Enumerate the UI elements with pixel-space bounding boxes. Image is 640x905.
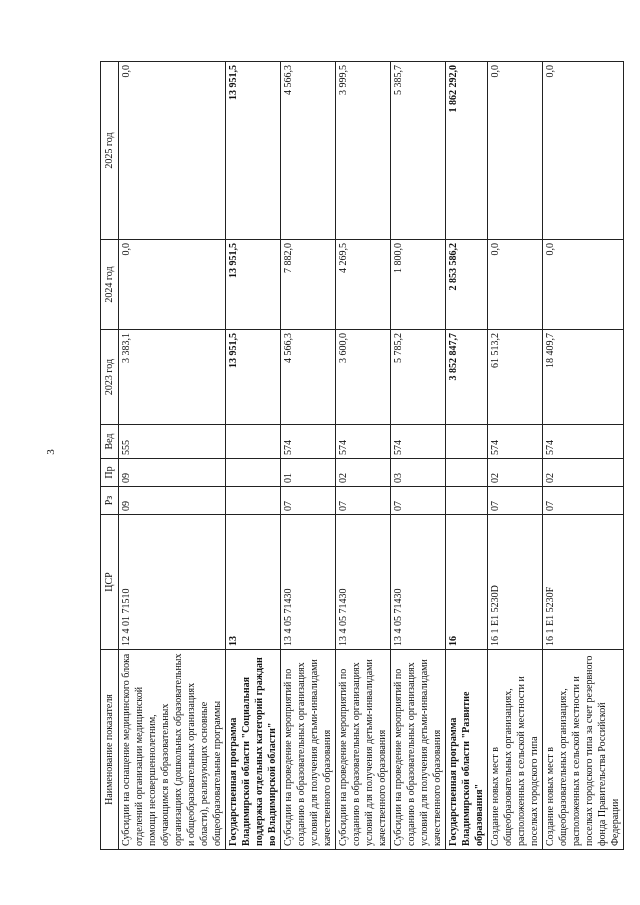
cell-2023: 61 513,2 — [488, 330, 543, 425]
cell-2023: 3 600,0 — [336, 330, 391, 425]
cell-rz: 07 — [391, 487, 446, 515]
cell-rz: 07 — [488, 487, 543, 515]
cell-pr: 01 — [281, 459, 336, 487]
cell-ved: 574 — [488, 425, 543, 459]
cell-2025: 3 999,5 — [336, 62, 391, 240]
cell-name: Государственная программа Владимирской области "Развитие образования" — [446, 650, 488, 850]
cell-2024: 1 800,0 — [391, 240, 446, 330]
cell-csr: 13 4 05 71430 — [336, 515, 391, 650]
cell-rz: 09 — [119, 487, 226, 515]
cell-rz: 07 — [281, 487, 336, 515]
cell-name: Субсидии на оснащение медицинского блока отделений организации медицинской помощи несовершеннолетним, обучающимся в образовательных организациях (дошкольных образовательных и общеобразовательных организациях области), реализующих основные общеобразовательные программы — [119, 650, 226, 850]
cell-2024: 0,0 — [119, 240, 226, 330]
cell-csr: 13 — [226, 515, 281, 650]
cell-2025: 4 566,3 — [281, 62, 336, 240]
cell-2024: 0,0 — [488, 240, 543, 330]
cell-name: Субсидии на проведение мероприятий по созданию в образовательных организациях условий для получения детьми-инвалидами качественного образования — [336, 650, 391, 850]
cell-rz: 07 — [336, 487, 391, 515]
table-header-row — [101, 62, 119, 850]
cell-pr: 03 — [391, 459, 446, 487]
cell-ved: 574 — [543, 425, 624, 459]
cell-ved — [226, 425, 281, 459]
header-csr: ЦСР — [101, 515, 119, 650]
cell-name: Создание новых мест в общеобразовательных организациях, расположенных в сельской местности и поселках городского типа за счет резервного фонда Правительства Российской Федерации — [543, 650, 624, 850]
cell-2025: 5 385,7 — [391, 62, 446, 240]
budget-table — [100, 61, 624, 850]
cell-rz — [226, 487, 281, 515]
cell-pr: 02 — [336, 459, 391, 487]
cell-2025: 13 951,5 — [226, 62, 281, 240]
cell-pr: 02 — [543, 459, 624, 487]
cell-2024: 2 853 586,2 — [446, 240, 488, 330]
table-row — [119, 62, 226, 850]
header-name: Наименование показателя — [101, 650, 119, 850]
header-pr: Пр — [101, 459, 119, 487]
cell-rz: 07 — [543, 487, 624, 515]
cell-csr: 13 4 05 71430 — [281, 515, 336, 650]
cell-ved: 555 — [119, 425, 226, 459]
cell-2023: 3 852 847,7 — [446, 330, 488, 425]
cell-2025: 0,0 — [119, 62, 226, 240]
rotated-page-content — [100, 62, 621, 850]
header-2023: 2023 год — [101, 330, 119, 425]
header-2025: 2025 год — [101, 62, 119, 240]
cell-ved: 574 — [336, 425, 391, 459]
header-rz: Рз — [101, 487, 119, 515]
table-row — [446, 62, 488, 850]
table-row — [543, 62, 624, 850]
cell-csr: 13 4 05 71430 — [391, 515, 446, 650]
cell-ved — [446, 425, 488, 459]
rotated-table-container — [100, 62, 621, 850]
cell-name: Государственная программа Владимирской области "Социальная поддержка отдельных категорий граждан во Владимирской области" — [226, 650, 281, 850]
cell-2024: 7 882,0 — [281, 240, 336, 330]
cell-csr: 12 4 01 71510 — [119, 515, 226, 650]
table-row — [391, 62, 446, 850]
table-row — [281, 62, 336, 850]
cell-ved: 574 — [281, 425, 336, 459]
cell-2024: 4 269,5 — [336, 240, 391, 330]
table-row — [488, 62, 543, 850]
cell-2023: 18 409,7 — [543, 330, 624, 425]
cell-2023: 5 785,2 — [391, 330, 446, 425]
header-2024: 2024 год — [101, 240, 119, 330]
cell-2023: 13 951,5 — [226, 330, 281, 425]
table-row — [336, 62, 391, 850]
cell-2023: 3 383,1 — [119, 330, 226, 425]
cell-2024: 13 951,5 — [226, 240, 281, 330]
cell-pr: 09 — [119, 459, 226, 487]
cell-name: Создание новых мест в общеобразовательных организациях, расположенных в сельской местности и поселках городского типа — [488, 650, 543, 850]
cell-2023: 4 566,3 — [281, 330, 336, 425]
cell-pr — [446, 459, 488, 487]
table-row — [226, 62, 281, 850]
cell-csr: 16 — [446, 515, 488, 650]
cell-name: Субсидии на проведение мероприятий по созданию в образовательных организациях условий для получения детьми-инвалидами качественного образования — [391, 650, 446, 850]
page-number: 3 — [44, 449, 57, 455]
cell-pr — [226, 459, 281, 487]
cell-rz — [446, 487, 488, 515]
cell-2025: 0,0 — [488, 62, 543, 240]
cell-csr: 16 1 E1 5230D — [488, 515, 543, 650]
header-ved: Вед — [101, 425, 119, 459]
cell-2024: 0,0 — [543, 240, 624, 330]
cell-ved: 574 — [391, 425, 446, 459]
cell-2025: 0,0 — [543, 62, 624, 240]
cell-csr: 16 1 E1 5230F — [543, 515, 624, 650]
cell-name: Субсидии на проведение мероприятий по созданию в образовательных организациях условий для получения детьми-инвалидами качественного образования — [281, 650, 336, 850]
cell-2025: 1 862 292,0 — [446, 62, 488, 240]
cell-pr: 02 — [488, 459, 543, 487]
